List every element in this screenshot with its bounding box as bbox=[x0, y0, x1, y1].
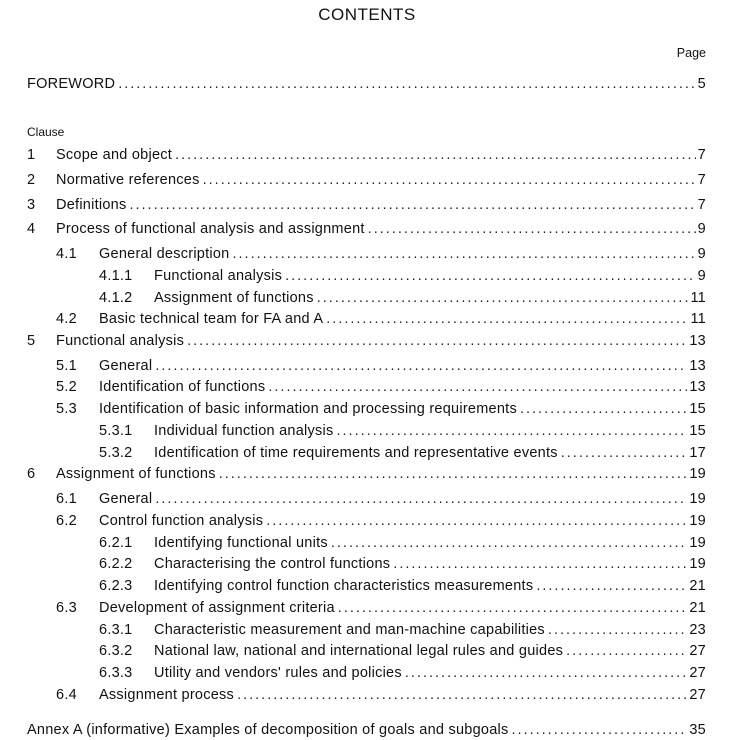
toc-entry[interactable] bbox=[27, 600, 706, 618]
toc-entry[interactable] bbox=[27, 643, 706, 661]
toc-entry-page: 19 bbox=[689, 466, 706, 482]
dot-leader bbox=[233, 246, 696, 262]
toc-entry[interactable] bbox=[27, 535, 706, 553]
toc-entry-title: General description bbox=[99, 246, 230, 262]
toc-entry-number: 4.1 bbox=[56, 246, 77, 262]
toc-entry[interactable] bbox=[27, 466, 706, 484]
dot-leader bbox=[266, 513, 687, 529]
toc-entry-number: 6.2.3 bbox=[99, 578, 133, 594]
toc-entry-number: 4 bbox=[27, 221, 36, 237]
toc-entry[interactable] bbox=[27, 665, 706, 683]
page-title: CONTENTS bbox=[318, 5, 416, 24]
dot-leader bbox=[237, 687, 687, 703]
toc-entry-number: 6.4 bbox=[56, 687, 77, 703]
toc-entry-number: 6.1 bbox=[56, 491, 77, 507]
toc-entry-page: 15 bbox=[689, 423, 706, 439]
toc-entry-number: 3 bbox=[27, 197, 36, 213]
toc-entry-title: General bbox=[99, 358, 153, 374]
toc-entry-title: Annex A (informative) Examples of decomposition of goals and subgoals bbox=[27, 722, 509, 738]
toc-entry-page: 9 bbox=[697, 268, 706, 284]
dot-leader bbox=[520, 401, 687, 417]
toc-entry-title: Identifying functional units bbox=[154, 535, 328, 551]
dot-leader bbox=[405, 665, 687, 681]
toc-entry-title: Scope and object bbox=[56, 147, 173, 163]
toc-entry-page: 13 bbox=[689, 379, 706, 395]
toc-entry[interactable] bbox=[27, 445, 706, 463]
toc-entry-page: 13 bbox=[689, 358, 706, 374]
toc-entry-number: 6 bbox=[27, 466, 36, 482]
toc-entry-page: 35 bbox=[689, 722, 706, 738]
toc-entry-number: 5 bbox=[27, 333, 36, 349]
toc-entry-title: Characterising the control functions bbox=[154, 556, 391, 572]
toc-entry[interactable] bbox=[27, 423, 706, 441]
toc-entry-number: 5.3.1 bbox=[99, 423, 133, 439]
dot-leader bbox=[118, 76, 695, 92]
toc-entry-title: Functional analysis bbox=[154, 268, 283, 284]
toc-entry-number: 5.2 bbox=[56, 379, 77, 395]
toc-entry-title: Control function analysis bbox=[99, 513, 264, 529]
toc-entry-title: Normative references bbox=[56, 172, 200, 188]
dot-leader bbox=[331, 535, 688, 551]
dot-leader bbox=[155, 358, 687, 374]
toc-entry-title: Process of functional analysis and assignment bbox=[56, 221, 365, 237]
dot-leader bbox=[187, 333, 687, 349]
toc-entry[interactable] bbox=[27, 311, 706, 329]
toc-entry-page: 7 bbox=[697, 197, 706, 213]
toc-entry-page: 21 bbox=[689, 600, 706, 616]
toc-entry-title: General bbox=[99, 491, 153, 507]
toc-entry-page: 5 bbox=[697, 76, 706, 92]
dot-leader bbox=[337, 423, 688, 439]
toc-entry-number: 4.2 bbox=[56, 311, 77, 327]
toc-entry-title: Assignment process bbox=[99, 687, 235, 703]
toc-entry-page: 9 bbox=[697, 246, 706, 262]
dot-leader bbox=[536, 578, 687, 594]
toc-entry-page: 11 bbox=[690, 311, 706, 327]
toc-entry-page: 19 bbox=[689, 556, 706, 572]
clause-column-label: Clause bbox=[27, 125, 65, 139]
toc-entry-page: 23 bbox=[689, 622, 706, 638]
toc-entry-page: 19 bbox=[689, 491, 706, 507]
toc-entry[interactable] bbox=[27, 622, 706, 640]
toc-entry-title: Individual function analysis bbox=[154, 423, 334, 439]
toc-entry-title: Basic technical team for FA and A bbox=[99, 311, 324, 327]
dot-leader bbox=[175, 147, 696, 163]
dot-leader bbox=[155, 491, 687, 507]
toc-entry-title: Identification of basic information and processing requirements bbox=[99, 401, 517, 417]
dot-leader bbox=[129, 197, 695, 213]
toc-entry[interactable] bbox=[27, 491, 706, 509]
dot-leader bbox=[512, 722, 688, 738]
toc-entry-title: Functional analysis bbox=[56, 333, 185, 349]
toc-entry[interactable] bbox=[27, 246, 706, 264]
dot-leader bbox=[285, 268, 696, 284]
toc-entry-title: Identifying control function characteristics measurements bbox=[154, 578, 534, 594]
toc-entry-page: 15 bbox=[689, 401, 706, 417]
toc-entry-page: 11 bbox=[690, 290, 706, 306]
dot-leader bbox=[268, 379, 687, 395]
toc-entry[interactable] bbox=[27, 379, 706, 397]
toc-entry[interactable] bbox=[27, 197, 706, 215]
dot-leader bbox=[338, 600, 688, 616]
toc-entry[interactable] bbox=[27, 333, 706, 351]
dot-leader bbox=[368, 221, 696, 237]
toc-entry[interactable] bbox=[27, 687, 706, 705]
toc-entry-page: 19 bbox=[689, 513, 706, 529]
toc-entry-title: Utility and vendors' rules and policies bbox=[154, 665, 402, 681]
toc-entry-page: 7 bbox=[697, 172, 706, 188]
dot-leader bbox=[317, 290, 689, 306]
toc-entry-title: Assignment of functions bbox=[56, 466, 216, 482]
toc-entry-title: Definitions bbox=[56, 197, 127, 213]
toc-entry[interactable] bbox=[27, 147, 706, 165]
toc-entry-number: 6.2.1 bbox=[99, 535, 133, 551]
toc-entry-page: 7 bbox=[697, 147, 706, 163]
toc-entry-number: 5.3 bbox=[56, 401, 77, 417]
toc-entry-number: 5.1 bbox=[56, 358, 77, 374]
toc-entry-number: 5.3.2 bbox=[99, 445, 133, 461]
dot-leader bbox=[561, 445, 688, 461]
toc-entry-number: 6.3.1 bbox=[99, 622, 133, 638]
toc-entry[interactable] bbox=[27, 290, 706, 308]
toc-entry-title: Identification of functions bbox=[99, 379, 266, 395]
toc-entry-page: 27 bbox=[689, 687, 706, 703]
toc-entry-page: 27 bbox=[689, 643, 706, 659]
toc-entry-number: 4.1.1 bbox=[99, 268, 133, 284]
toc-entry-title: Assignment of functions bbox=[154, 290, 314, 306]
toc-entry-page: 9 bbox=[697, 221, 706, 237]
toc-entry[interactable] bbox=[27, 578, 706, 596]
toc-entry-page: 27 bbox=[689, 665, 706, 681]
dot-leader bbox=[203, 172, 696, 188]
page-column-label: Page bbox=[676, 46, 706, 60]
toc-entry-page: 19 bbox=[689, 535, 706, 551]
toc-entry[interactable] bbox=[27, 172, 706, 190]
toc-entry-number: 4.1.2 bbox=[99, 290, 133, 306]
toc-entry-number: 6.3 bbox=[56, 600, 77, 616]
toc-entry[interactable] bbox=[27, 513, 706, 531]
toc-entry-number: 2 bbox=[27, 172, 36, 188]
toc-entry-number: 6.3.2 bbox=[99, 643, 133, 659]
toc-entry-page: 13 bbox=[689, 333, 706, 349]
toc-entry-title: Development of assignment criteria bbox=[99, 600, 335, 616]
toc-entry[interactable] bbox=[27, 358, 706, 376]
toc-entry-number: 1 bbox=[27, 147, 36, 163]
toc-entry[interactable] bbox=[27, 221, 706, 239]
dot-leader bbox=[219, 466, 688, 482]
toc-entry-page: 21 bbox=[689, 578, 706, 594]
toc-entry[interactable] bbox=[27, 268, 706, 286]
toc-entry[interactable] bbox=[27, 401, 706, 419]
toc-entry-title: FOREWORD bbox=[27, 76, 116, 92]
toc-entry-title: National law, national and international legal rules and guides bbox=[154, 643, 564, 659]
toc-entry[interactable] bbox=[27, 556, 706, 574]
toc-entry-page: 17 bbox=[689, 445, 706, 461]
toc-entry-title: Characteristic measurement and man-machine capabilities bbox=[154, 622, 545, 638]
toc-entry-title: Identification of time requirements and representative events bbox=[154, 445, 558, 461]
toc-entry-annex-a[interactable] bbox=[27, 722, 706, 740]
toc-entry-number: 6.2 bbox=[56, 513, 77, 529]
toc-entry-number: 6.2.2 bbox=[99, 556, 133, 572]
dot-leader bbox=[566, 643, 687, 659]
toc-entry-foreword[interactable] bbox=[27, 76, 706, 94]
toc-entry-number: 6.3.3 bbox=[99, 665, 133, 681]
dot-leader bbox=[393, 556, 687, 572]
dot-leader bbox=[326, 311, 688, 327]
dot-leader bbox=[548, 622, 687, 638]
